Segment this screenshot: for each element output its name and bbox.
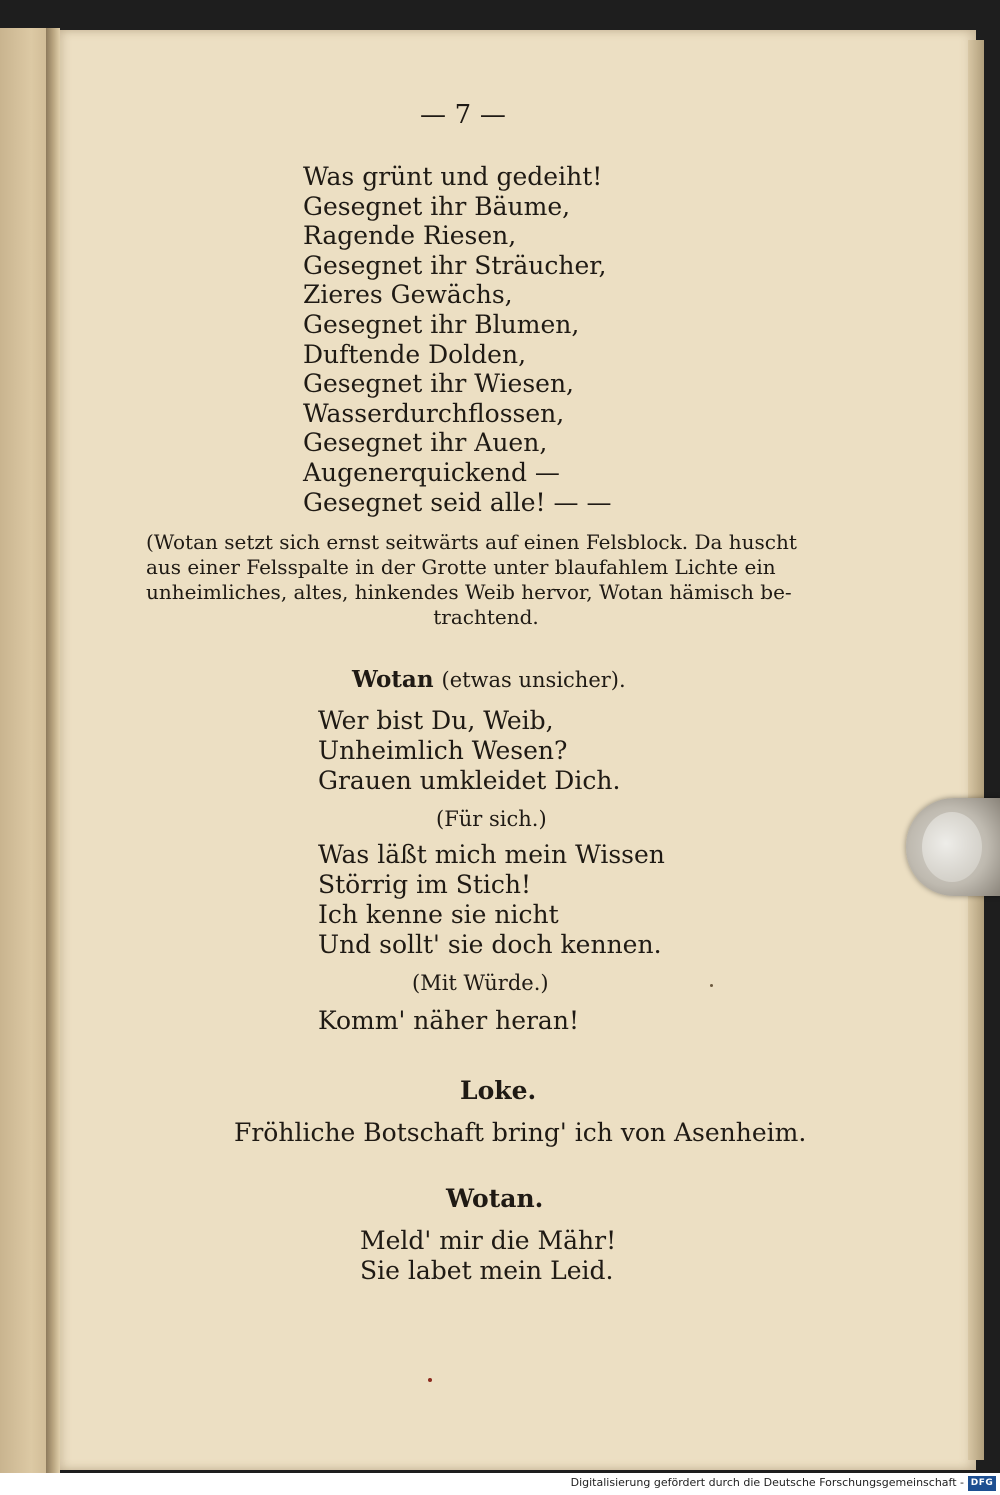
speech-line: Ich kenne sie nicht (318, 900, 559, 929)
poem-line: Wasserdurchflossen, (303, 398, 565, 428)
speech-lines (360, 1226, 616, 1286)
dfg-logo: DFG (968, 1476, 996, 1491)
poem-line: Zieres Gewächs, (303, 280, 513, 310)
page-turn-tab-icon (922, 812, 982, 882)
speaker-name: Wotan (352, 666, 434, 693)
stage-direction-line: aus einer Felsspalte in der Grotte unter blaufahlem Lichte ein (146, 555, 776, 579)
speech-line: Fröhliche Botschaft bring' ich von Asenheim. (234, 1118, 807, 1147)
speech-line: Störrig im Stich! (318, 870, 532, 899)
poem-line: Was grünt und gedeiht! (303, 162, 603, 191)
speaker-direction: (etwas unsicher). (441, 668, 626, 692)
stage-direction (146, 530, 826, 630)
footer-bar (0, 1473, 1000, 1495)
speaker-name: Loke. (460, 1076, 537, 1105)
stage-direction-line: trachtend. (433, 605, 539, 629)
poem-line: Gesegnet seid alle! — — (303, 487, 612, 517)
speaker-heading (352, 664, 626, 695)
poem-line: Augenerquickend — (303, 457, 560, 487)
book-gutter (46, 28, 60, 1473)
page-turn-tab[interactable] (906, 798, 1000, 896)
funding-notice: Digitalisierung gefördert durch die Deutsche Forschungsgemeinschaft - (570, 1476, 964, 1489)
stage-aside: (Für sich.) (436, 807, 547, 831)
stage-direction-line: unheimliches, altes, hinkendes Weib hervor, Wotan hämisch be- (146, 580, 792, 604)
previous-page-edge (0, 28, 52, 1473)
poem-line: Gesegnet ihr Auen, (303, 428, 548, 458)
speech-line: Meld' mir die Mähr! (360, 1226, 617, 1255)
paper-speck (710, 984, 713, 987)
speech-line: Sie labet mein Leid. (360, 1256, 614, 1285)
poem-line: Gesegnet ihr Sträucher, (303, 250, 607, 280)
page-number: — 7 — (420, 100, 507, 130)
speech-line: Grauen umkleidet Dich. (318, 766, 621, 795)
speech-lines (318, 840, 665, 960)
speech-lines (318, 1006, 579, 1036)
speech-line: Komm' näher heran! (318, 1006, 579, 1035)
poem-line: Gesegnet ihr Blumen, (303, 309, 580, 339)
poem-line: Gesegnet ihr Wiesen, (303, 369, 574, 399)
poem-stanza (303, 162, 611, 517)
poem-line: Ragende Riesen, (303, 221, 517, 251)
poem-line: Gesegnet ihr Bäume, (303, 191, 571, 221)
speech-line: Unheimlich Wesen? (318, 736, 568, 765)
speech-line: Und sollt' sie doch kennen. (318, 930, 662, 959)
speech-line: Was läßt mich mein Wissen (318, 840, 665, 869)
speaker-name: Wotan. (446, 1184, 544, 1213)
paper-speck (428, 1378, 432, 1382)
poem-line: Duftende Dolden, (303, 339, 527, 369)
stage-direction-line: (Wotan setzt sich ernst seitwärts auf einen Felsblock. Da huscht (146, 530, 797, 554)
stage-aside: (Mit Würde.) (412, 971, 549, 995)
speech-lines (318, 706, 620, 796)
speech-line: Wer bist Du, Weib, (318, 706, 554, 735)
page-edge-right (968, 40, 984, 1460)
